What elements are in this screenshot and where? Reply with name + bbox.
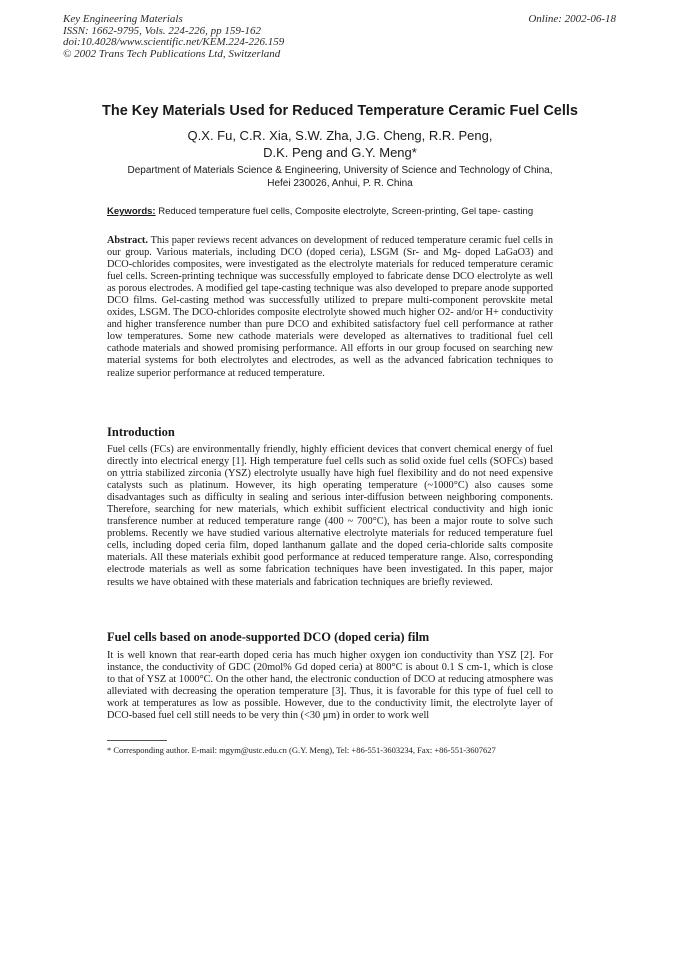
copyright-line: © 2002 Trans Tech Publications Ltd, Switzerland [63, 47, 281, 60]
affiliation-line-1: Department of Materials Science & Engineering, University of Science and Technology of China, [127, 165, 553, 176]
authors-line-1: Q.X. Fu, C.R. Xia, S.W. Zha, J.G. Cheng, R.R. Peng, [187, 128, 493, 143]
fuel-cells-heading: Fuel cells based on anode-supported DCO (doped ceria) film [107, 630, 430, 644]
keywords [107, 206, 607, 217]
keywords-label: Keywords: [107, 206, 156, 217]
keywords-text: Reduced temperature fuel cells, Composite electrolyte, Screen-printing, Gel tape- casting [158, 206, 534, 217]
fuel-cells-text: It is well known that rear-earth doped ceria has much higher oxygen ion conductivity than YSZ [2]. For instance, the conductivity of GDC (20mol% Gd doped ceria) at 800°C is about 0.1 S cm-1, which is close to that of YSZ at 1000°C. On the other hand, the electronic conduction of DCO at reducing atmosphere was alleviated with decreasing the operation temperature [3]. Thus, it is favorable for this type of fuel cell to work at temperatures as low as possible. However, due to the conductivity limit, the electrolyte layer of DCO-based fuel cell still needs to be very thin (<30 μm) in order to work well [107, 650, 553, 722]
author-list [60, 127, 620, 161]
footnote-divider [107, 740, 167, 741]
abstract-text: This paper reviews recent advances on development of reduced temperature ceramic fuel cells in our group. Various materials, including DCO (doped ceria), LSGM (Sr- and Mg- doped LaGaO3) and DCO-chlorides composites, were investigated as the electrolyte materials for reduced temperature ceramic fuel cells. Screen-printing technique was successfully employed to fabricate dense DCO electrolyte as well as porous electrodes. A modified gel tape-casting technique was also developed to prepare anode supported DCO films. Gel-casting method was successfully utilized to prepare multi-component perovskite metal oxides, LSGM. The DCO-chlorides composite electrolyte showed much higher O2- and/or H+ conductivity and higher transference number than pure DCO and exhibited satisfactory fuel cell performance at rather low temperatures. Some new cathode materials were developed as alternatives to traditional fuel cell cathode materials and showed promising performance. All efforts in our group focused on searching new material systems for both electrolytes and electrodes, as well as the advanced fabrication techniques to realize superior performance at reduced temperature. [107, 235, 553, 379]
paper-title: The Key Materials Used for Reduced Temperature Ceramic Fuel Cells [102, 103, 578, 119]
journal-header [63, 14, 443, 60]
abstract-label: Abstract. [107, 235, 148, 246]
affiliation [90, 165, 590, 190]
abstract [107, 235, 553, 380]
online-date: Online: 2002-06-18 [528, 13, 616, 25]
journal-name: Key Engineering Materials [63, 13, 183, 25]
authors-line-2: D.K. Peng and G.Y. Meng* [263, 145, 417, 160]
footnote: * Corresponding author. E-mail: mgym@ustc.edu.cn (G.Y. Meng), Tel: +86-551-3603234, Fax: +86-551-3607627 [107, 745, 496, 755]
affiliation-line-2: Hefei 230026, Anhui, P. R. China [267, 177, 413, 189]
issn-line: ISSN: 1662-9795, Vols. 224-226, pp 159-162 [63, 24, 261, 37]
doi-line: doi:10.4028/www.scientific.net/KEM.224-226.159 [63, 36, 285, 48]
introduction-heading: Introduction [107, 425, 175, 439]
introduction-text: Fuel cells (FCs) are environmentally friendly, highly efficient devices that convert chemical energy of fuel directly into electrical energy [1]. High temperature fuel cells such as solid oxide fuel cells (SOFCs) based on yttria stabilized zirconia (YSZ) electrolyte usually have high fuel flexibility and do not need expensive catalysts such as platinum. However, its high operating temperature (~1000°C) also causes some disadvantages such as difficulty in sealing and serious inter-diffusion between neighboring components. Therefore, searching for new materials, which exhibit sufficient electrical conductivity and high ionic transference number at reduced temperature range (400 ~ 700°C), has been a major route to solve such problems. Recently we have studied various alternative electrolyte materials for reduced temperature fuel cells, including doped ceria film, doped lanthanum gallate and the doped ceria-chloride salts composite materials. All these materials exhibit good performance at reduced temperature range. Also, corresponding electrode materials as well as some fabrication techniques have been investigated. In this paper, major results we have obtained with these materials and fabrication techniques are briefly reviewed. [107, 444, 553, 588]
